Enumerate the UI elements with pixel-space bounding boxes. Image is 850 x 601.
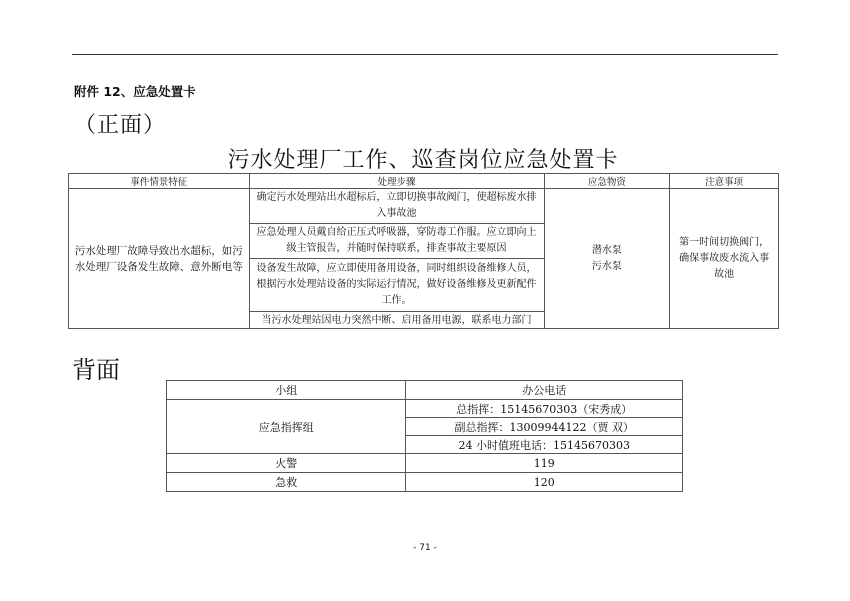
contact-header-row (167, 381, 683, 400)
back-label: 背面 (72, 356, 120, 384)
header-steps: 处理步骤 (249, 174, 544, 189)
attachment-label: 附件 12、应急处置卡 (74, 84, 196, 99)
step-3: 设备发生故障，应立即使用备用设备，同时组织设备维修人员，根据污水处理站设备的实际运行情况，做好设备维修及更新配件工作。 (249, 259, 544, 312)
card-title: 污水处理厂工作、巡查岗位应急处置卡 (227, 148, 619, 173)
ambulance-group: 急救 (167, 473, 406, 492)
fire-group: 火警 (167, 454, 406, 473)
fire-phone: 119 (406, 454, 683, 473)
emergency-card-table (68, 173, 779, 329)
deputy-commander-phone: 副总指挥：13009944122（贾 双） (406, 418, 683, 436)
header-phone: 办公电话 (406, 381, 683, 400)
duty-phone: 24 小时值班电话：15145670303 (406, 436, 683, 454)
contact-table (166, 380, 683, 492)
front-label: （正面） (74, 113, 167, 138)
header-notes: 注意事项 (670, 174, 779, 189)
header-rule (72, 54, 778, 55)
step-1: 确定污水处理站出水超标后，立即切换事故阀门，使超标废水排入事故池 (249, 189, 544, 224)
step-2: 应急处理人员戴自给正压式呼吸器，穿防毒工作服。应立即向上级主管报告，并随时保持联系，排查事故主要原因 (249, 224, 544, 259)
contact-row-ambulance (167, 473, 683, 492)
material-item: 污水泵 (591, 260, 622, 272)
card-table-header-row (69, 174, 779, 189)
contact-row-fire (167, 454, 683, 473)
page-number: - 71 - (413, 543, 437, 553)
header-feature: 事件情景特征 (69, 174, 250, 189)
notes-cell: 第一时间切换阀门，确保事故废水流入事故池 (670, 189, 779, 329)
materials-cell (544, 189, 670, 329)
header-materials: 应急物资 (544, 174, 670, 189)
header-group: 小组 (167, 381, 406, 400)
commander-phone: 总指挥：15145670303（宋秀成） (406, 400, 683, 418)
material-item: 潜水泵 (591, 244, 622, 256)
ambulance-phone: 120 (406, 473, 683, 492)
emergency-group-cell: 应急指挥组 (167, 400, 406, 454)
feature-cell: 污水处理厂故障导致出水超标，如污水处理厂设备发生故障、意外断电等 (69, 189, 250, 329)
step-4: 当污水处理站因电力突然中断、启用备用电源，联系电力部门 (249, 312, 544, 329)
